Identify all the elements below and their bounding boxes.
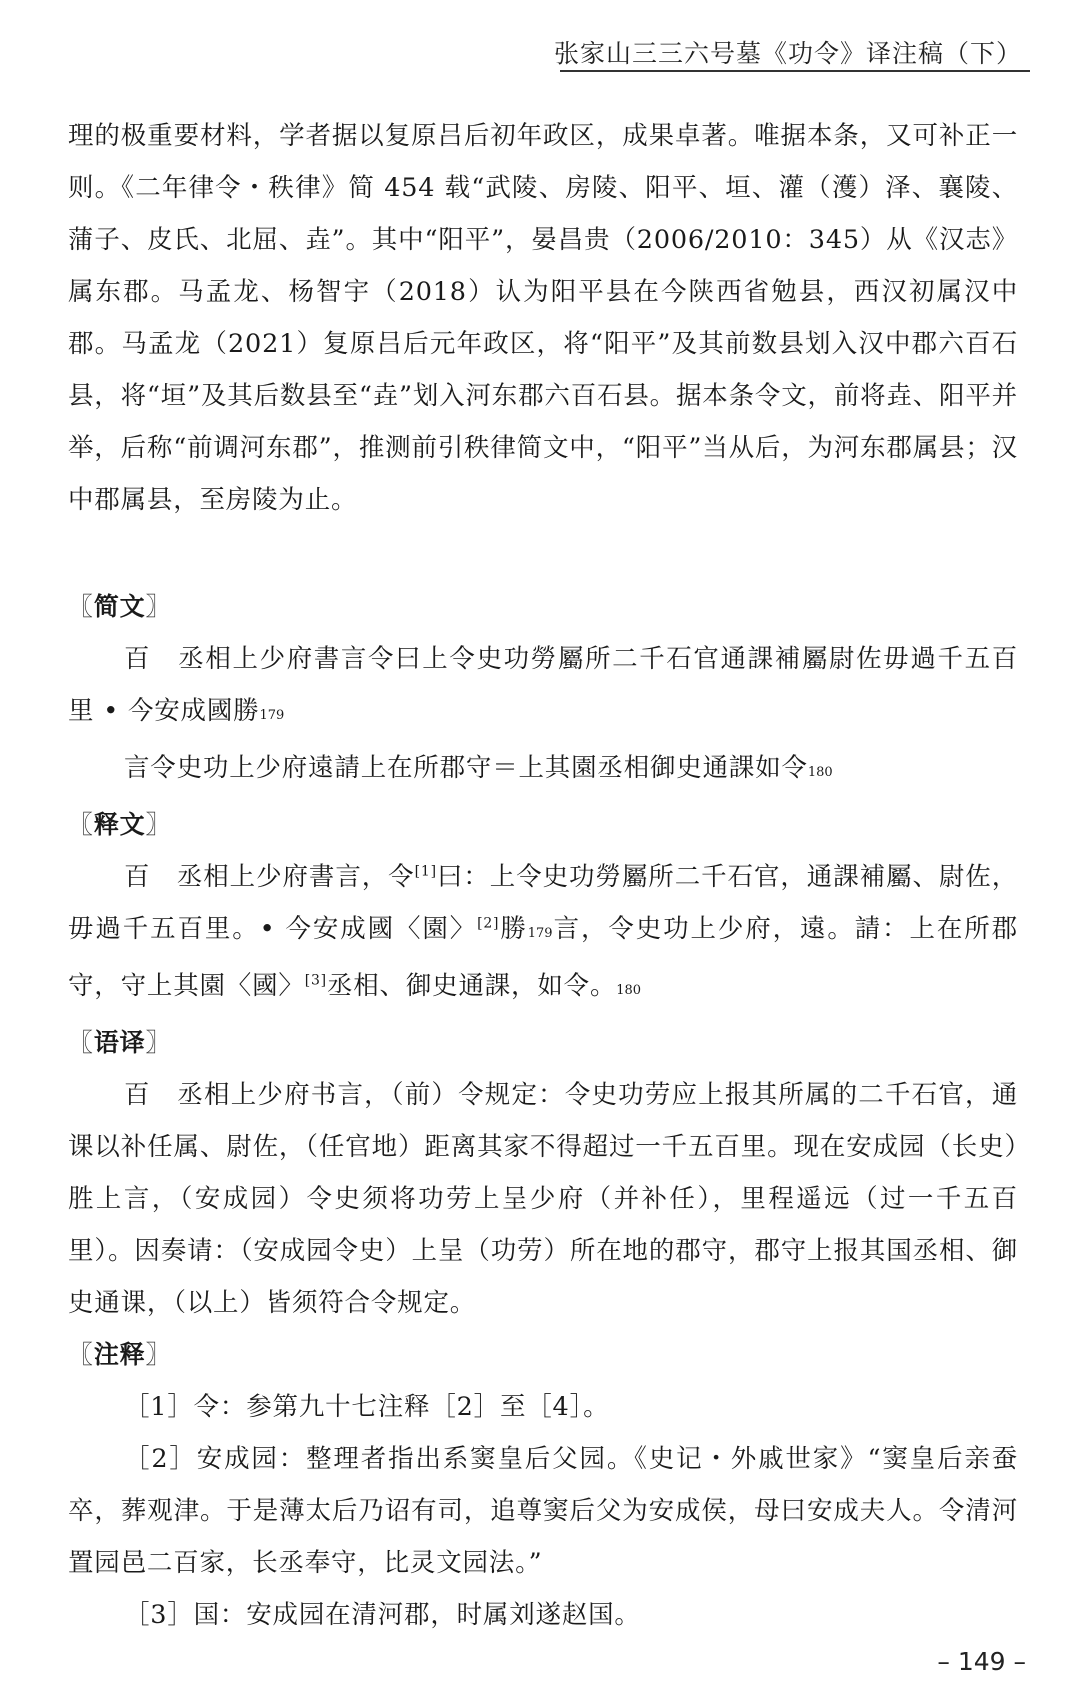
note-item-1: ［1］令：参第九十七注释［2］至［4］。 <box>124 1392 610 1422</box>
slip-number: 179 <box>259 708 285 723</box>
section-heading-zhushi <box>68 1329 1018 1381</box>
shiwen-text: 丞相、御史通課，如令。 <box>326 971 617 1001</box>
bracket-right: 〗 <box>145 1340 172 1369</box>
page-number: – 149 – <box>937 1647 1026 1676</box>
bracket-right: 〗 <box>145 592 172 621</box>
bracket-right: 〗 <box>145 810 172 839</box>
shiwen-text: 勝 <box>499 914 528 944</box>
header-rule <box>560 70 1030 72</box>
note-item-2: ［2］安成园：整理者指出系窦皇后父园。《史记・外戚世家》“窦皇后亲蚕卒，葬观津。于是薄太后乃诏有司，追尊窦后父为安成侯，母曰安成夫人。令清河置园邑二百家，长丞奉守，比灵文园法。” <box>68 1444 1018 1578</box>
section-heading-jianwen <box>68 581 1018 633</box>
running-header: 张家山三三六号墓《功令》译注稿（下） <box>553 39 1022 68</box>
heading-label: 语译 <box>93 1028 146 1057</box>
bracket-left: 〖 <box>68 810 94 839</box>
bracket-left: 〖 <box>68 1340 94 1369</box>
heading-label: 注释 <box>93 1340 146 1369</box>
jianwen-line-1-text: 百 丞相上少府書言令曰上令史功勞屬所二千石官通課補屬尉佐毋過千五百里 • 今安成國勝 <box>68 644 1018 726</box>
bracket-left: 〖 <box>68 1028 94 1057</box>
shiwen-text: 百 丞相上少府書言，令 <box>124 862 415 892</box>
section-heading-shiwen <box>68 799 1018 851</box>
jianwen-line-1 <box>68 633 1018 742</box>
note-mark: [1] <box>414 863 437 880</box>
slip-number: 180 <box>616 983 642 998</box>
note-mark: [2] <box>477 915 500 932</box>
jianwen-line-2-text: 言令史功上少府遠請上在所郡守＝上其園丞相御史通課如令 <box>124 753 808 783</box>
note-item-3: ［3］国：安成园在清河郡，时属刘遂赵国。 <box>124 1600 641 1630</box>
slip-number: 179 <box>527 926 553 941</box>
shiwen-paragraph <box>68 851 1018 1017</box>
bracket-left: 〖 <box>68 592 94 621</box>
heading-label: 简文 <box>93 592 146 621</box>
bracket-right: 〗 <box>145 1028 172 1057</box>
section-heading-yuyi <box>68 1017 1018 1069</box>
shiwen-text: 曰：上令史功勞屬所二千石官，通課補屬、尉佐，毋過千五百里。• 今安成國〈園〉 <box>68 862 1018 944</box>
slip-number: 180 <box>807 765 833 780</box>
note-mark: [3] <box>304 972 327 989</box>
jianwen-line-2 <box>68 742 1018 799</box>
heading-label: 释文 <box>93 810 146 839</box>
shiwen-text: 言，令史功上少府，遠。請：上在所郡守，守上其園〈國〉 <box>68 914 1018 1001</box>
yuyi-paragraph: 百 丞相上少府书言，（前）令规定：令史功劳应上报其所属的二千石官，通课以补任属、尉佐，（任官地）距离其家不得超过一千五百里。现在安成园（长史）胜上言，（安成园）令史须将功劳上呈少府（并补任），里程遥远（过一千五百里）。因奏请：（安成园令史）上呈（功劳）所在地的郡守，郡守上报其国丞相、御史通课，（以上）皆须符合令规定。 <box>68 1080 1018 1318</box>
section-gap <box>68 526 1018 581</box>
body-paragraph: 理的极重要材料，学者据以复原吕后初年政区，成果卓著。唯据本条，又可补正一则。《二年律令・秩律》简 454 载“武陵、房陵、阳平、垣、灌（濩）泽、襄陵、蒲子、皮氏、北屈、垚”。其中“阳平”，晏昌贵（2006/2010：345）从《汉志》属东郡。马孟龙、杨智宇（2018）认为阳平县在今陕西省勉县，西汉初属汉中郡。马孟龙（2021）复原吕后元年政区，将“阳平”及其前数县划入汉中郡六百石县，将“垣”及其后数县至“垚”划入河东郡六百石县。据本条令文，前将垚、阳平并举，后称“前调河东郡”，推测前引秩律简文中，“阳平”当从后，为河东郡属县；汉中郡属县，至房陵为止。 <box>68 121 1018 515</box>
page-content <box>68 110 1018 1641</box>
